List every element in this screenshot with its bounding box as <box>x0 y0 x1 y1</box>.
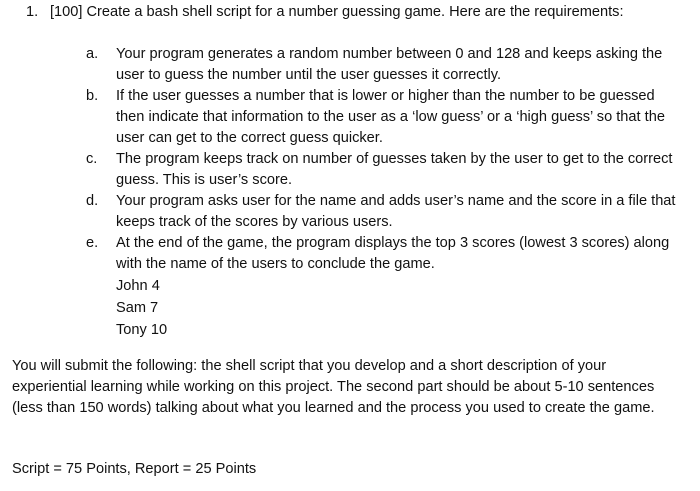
requirement-text: Your program asks user for the name and adds user’s name and the score in a file that keeps track of the scores by various users. <box>116 193 676 230</box>
requirements-list <box>86 44 676 341</box>
question-number: 1. <box>26 4 39 20</box>
requirement-letter: c. <box>86 151 98 167</box>
score-line: Tony 10 <box>116 322 168 338</box>
score-line: Sam 7 <box>116 300 159 316</box>
requirement-item <box>86 149 676 191</box>
example-scores-list <box>116 275 676 341</box>
requirement-item <box>86 233 676 275</box>
requirement-letter: e. <box>86 235 99 251</box>
requirement-item <box>86 44 676 86</box>
submission-instructions: You will submit the following: the shell script that you develop and a short description of your experiential learning while working on this project. The second part should be about 5-10 sentences (less than 150 words) talking about what you learned and the process you used to create the game. <box>12 358 655 416</box>
requirement-letter: b. <box>86 88 99 104</box>
requirement-letter: a. <box>86 46 99 62</box>
requirement-item <box>86 86 676 149</box>
question-heading <box>26 2 694 23</box>
requirement-text: The program keeps track on number of guesses taken by the user to get to the correct guess. This is user’s score. <box>116 151 673 188</box>
requirement-text: At the end of the game, the program displays the top 3 scores (lowest 3 scores) along with the name of the users to conclude the game. <box>116 235 670 272</box>
requirement-text: Your program generates a random number between 0 and 128 and keeps asking the user to guess the number until the user guesses it correctly. <box>116 46 663 83</box>
score-line: John 4 <box>116 278 160 294</box>
question-text: [100] Create a bash shell script for a number guessing game. Here are the requirements: <box>50 4 624 20</box>
requirement-letter: d. <box>86 193 99 209</box>
requirement-text: If the user guesses a number that is lower or higher than the number to be guessed then indicate that information to the user as a ‘low guess’ or a ‘high guess’ so that the user can get to the correct guess quicker. <box>116 88 665 146</box>
example-scores-block <box>86 275 676 341</box>
points-breakdown: Script = 75 Points, Report = 25 Points <box>12 461 257 477</box>
requirement-item <box>86 191 676 233</box>
